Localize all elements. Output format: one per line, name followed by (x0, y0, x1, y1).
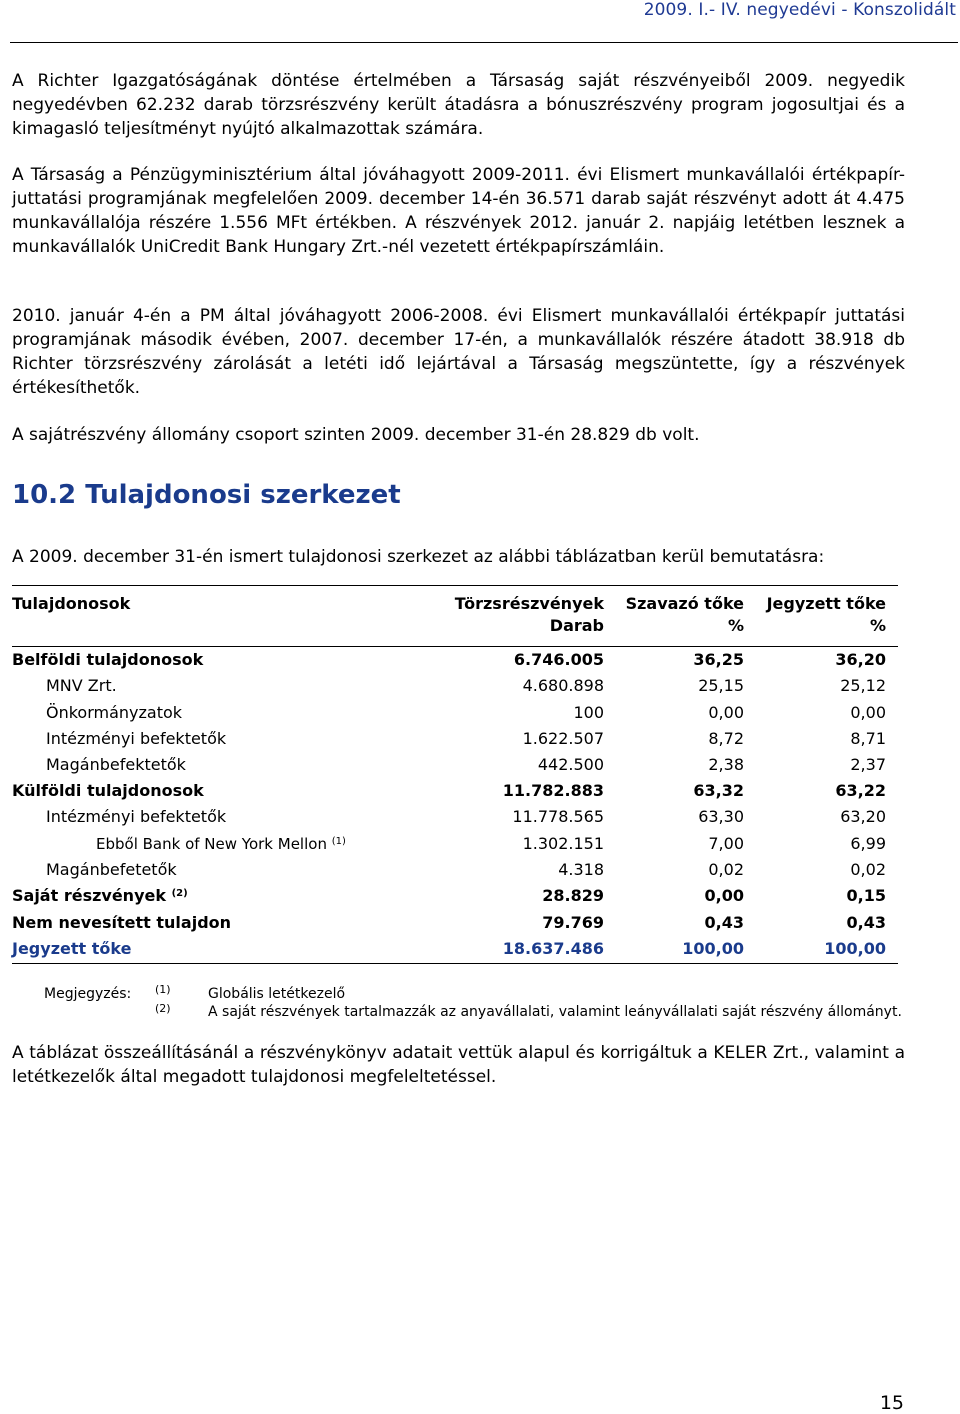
row-name: Belföldi tulajdonosok (12, 650, 204, 669)
row-name: MNV Zrt. (46, 676, 117, 695)
row-name: Magánbefektetők (46, 755, 186, 774)
footnote-mark: (1) (331, 836, 346, 847)
row-name: Nem nevesített tulajdon (12, 913, 232, 932)
row-name (96, 831, 346, 857)
row-voting: 63,30 (698, 807, 744, 826)
row-capital: 0,00 (850, 703, 886, 722)
row-shares: 442.500 (537, 755, 604, 774)
note-2-text: A saját részvények tartalmazzák az anyavállalati, valamint leányvállalati saját részvény állományt. (208, 1004, 902, 1020)
row-name-text: Ebből Bank of New York Mellon (96, 835, 327, 853)
row-capital: 0,15 (846, 886, 886, 905)
paragraph-bonus-shares: A Richter Igazgatóságának döntése értelmében a Társaság saját részvényeiből 2009. negyedik negyedévben 62.232 darab törzsrészvény került átadásra a bónuszrészvény program jogosultjai és a kimagasló teljesítményt nyújtó alkalmazottak számára. (12, 71, 905, 139)
header-shares-line1: Törzsrészvények (454, 594, 604, 613)
row-capital: 100,00 (824, 939, 886, 958)
row-capital: 6,99 (850, 834, 886, 853)
row-voting: 0,43 (704, 913, 744, 932)
row-shares: 18.637.486 (502, 939, 604, 958)
row-shares: 6.746.005 (513, 650, 604, 669)
row-voting: 63,32 (693, 781, 744, 800)
row-capital: 63,20 (840, 807, 886, 826)
paragraph-table-source: A táblázat összeállításánál a részvénykönyv adatait vettük alapul és korrigáltuk a KELER Zrt., valamint a letétkezelők által megadott tulajdonosi megfeleltetéssel. (12, 1043, 905, 1087)
table-row (12, 673, 898, 699)
header-rule (10, 42, 958, 43)
row-voting: 0,02 (708, 860, 744, 879)
row-capital: 8,71 (850, 729, 886, 748)
table-row (12, 778, 898, 804)
note-1-mark: (1) (155, 983, 171, 996)
row-shares: 28.829 (542, 886, 604, 905)
header-capital-line1: Jegyzett tőke (766, 594, 886, 613)
header-owners: Tulajdonosok (12, 594, 131, 613)
table-row (12, 831, 898, 857)
row-name: Intézményi befektetők (46, 729, 227, 748)
footnote-mark: (2) (171, 888, 188, 899)
table-row (12, 883, 898, 909)
row-voting: 0,00 (704, 886, 744, 905)
row-capital: 2,37 (850, 755, 886, 774)
row-shares: 4.680.898 (522, 676, 604, 695)
paragraph-employee-program: A Társaság a Pénzügyminisztérium által jóváhagyott 2009-2011. évi Elismert munkavállalói értékpapír-juttatási programjának megfelelően 2009. december 14-én 36.571 darab saját részvényt adott át 4.475 munkavállalója részére 1.556 MFt értékben. A részvények 2012. január 2. napjáig letétben lesznek a munkavállalók UniCredit Bank Hungary Zrt.-nél vezetett értékpapírszámláin. (12, 165, 905, 257)
page-number: 15 (879, 1392, 904, 1414)
row-name-text: Saját részvények (12, 886, 166, 905)
row-shares: 1.302.151 (522, 834, 604, 853)
table-row-total (12, 936, 898, 962)
row-shares: 100 (573, 703, 604, 722)
table-row (12, 910, 898, 936)
row-shares: 11.778.565 (512, 807, 604, 826)
notes-label: Megjegyzés: (44, 986, 132, 1002)
table-row (12, 752, 898, 778)
header-voting-line1: Szavazó tőke (625, 594, 744, 613)
row-shares: 79.769 (542, 913, 604, 932)
table-bottom-rule (12, 963, 898, 964)
header-capital-line2: % (869, 616, 886, 635)
table-row (12, 804, 898, 830)
row-capital: 0,43 (846, 913, 886, 932)
row-capital: 36,20 (835, 650, 886, 669)
paragraph-table-intro: A 2009. december 31-én ismert tulajdonosi szerkezet az alábbi táblázatban kerül bemutatásra: (12, 547, 825, 567)
page-header-title: 2009. I.- IV. negyedévi - Konszolidált (643, 0, 956, 20)
row-shares: 1.622.507 (522, 729, 604, 748)
row-name: Jegyzett tőke (12, 939, 132, 958)
row-name: Külföldi tulajdonosok (12, 781, 204, 800)
row-capital: 25,12 (840, 676, 886, 695)
table-top-rule (12, 585, 898, 586)
header-voting-line2: % (727, 616, 744, 635)
row-voting: 2,38 (708, 755, 744, 774)
paragraph-lock-release: 2010. január 4-én a PM által jóváhagyott 2006-2008. évi Elismert munkavállalói értékpapír juttatási programjának második évében, 2007. december 17-én, a munkavállalók részére átadott 38.918 db Richter törzsrészvény zárolását a letéti idő lejártával a Társaság megszüntette, így a részvények értékesíthetők. (12, 306, 905, 398)
table-row (12, 726, 898, 752)
row-voting: 0,00 (708, 703, 744, 722)
header-shares-line2: Darab (549, 616, 604, 635)
table-row (12, 857, 898, 883)
table-header (12, 593, 898, 643)
row-name (12, 883, 188, 909)
row-shares: 4.318 (558, 860, 604, 879)
row-name: Magánbefetetők (46, 860, 177, 879)
row-voting: 36,25 (693, 650, 744, 669)
row-voting: 7,00 (708, 834, 744, 853)
row-voting: 25,15 (698, 676, 744, 695)
note-1-text: Globális letétkezelő (208, 986, 346, 1002)
paragraph-treasury-shares: A sajátrészvény állomány csoport szinten 2009. december 31-én 28.829 db volt. (12, 425, 700, 445)
table-row (12, 647, 898, 673)
section-heading: 10.2 Tulajdonosi szerkezet (12, 480, 401, 510)
row-name: Intézményi befektetők (46, 807, 227, 826)
row-voting: 8,72 (708, 729, 744, 748)
note-2-mark: (2) (155, 1002, 171, 1015)
row-capital: 63,22 (835, 781, 886, 800)
table-row (12, 700, 898, 726)
row-shares: 11.782.883 (502, 781, 604, 800)
row-name: Önkormányzatok (46, 703, 183, 722)
row-voting: 100,00 (682, 939, 744, 958)
row-capital: 0,02 (850, 860, 886, 879)
